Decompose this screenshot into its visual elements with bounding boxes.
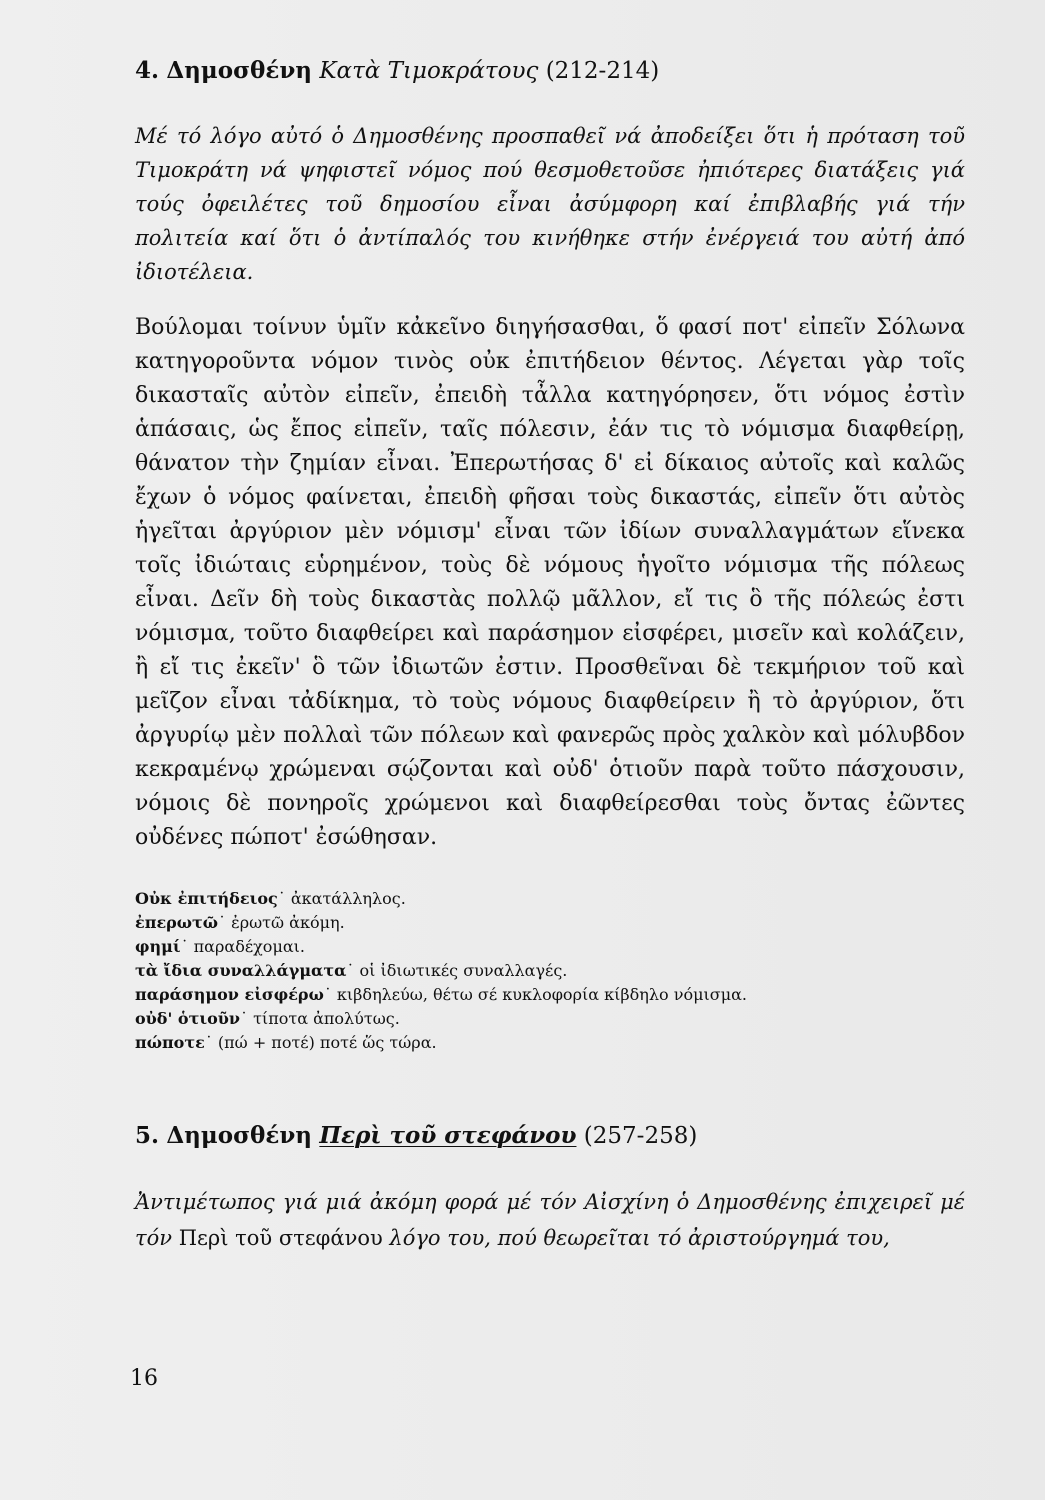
page-content	[135, 55, 965, 1256]
glossary-term: ἐπερωτῶ	[135, 913, 219, 932]
glossary-definition: ἀκατάλληλος.	[290, 889, 406, 908]
glossary-entry: οὐδ' ὁτιοῦν˙ τίποτα ἀπολύτως.	[135, 1009, 400, 1028]
glossary-entry: παράσημον εἰσφέρω˙ κιβδηλεύω, θέτω σέ κυκλοφορία κίβδηλο νόμισμα.	[135, 985, 747, 1004]
glossary-term: παράσημον εἰσφέρω	[135, 985, 324, 1004]
section-4-author: Δημοσθένη	[166, 57, 313, 84]
section-5-title: Περὶ τοῦ στεφάνου	[319, 1122, 577, 1149]
glossary-definition: ἐρωτῶ ἀκόμη.	[231, 913, 345, 932]
section-5-heading	[135, 1120, 965, 1152]
glossary-entry: πώποτε˙ (πώ + ποτέ) ποτέ ὥς τώρα.	[135, 1033, 437, 1052]
glossary-definition: τίποτα ἀπολύτως.	[253, 1009, 400, 1028]
glossary-entry: Οὐκ ἐπιτήδειος˙ ἀκατάλληλος.	[135, 889, 406, 908]
glossary-definition: κιβδηλεύω, θέτω σέ κυκλοφορία κίβδηλο νόμισμα.	[336, 985, 747, 1004]
section-5-range: (257-258)	[583, 1123, 698, 1149]
glossary-entry: φημί˙ παραδέχομαι.	[135, 937, 305, 956]
section-4-intro: Μέ τό λόγο αὐτό ὁ Δημοσθένης προσπαθεῖ νά ἀποδείξει ὅτι ἡ πρόταση τοῦ Τιμοκράτη νά ψηφιστεῖ νόμος πού θεσμοθετοῦσε ἠπιότερες διατάξεις γιά τούς ὀφειλέτες τοῦ δημοσίου εἶναι ἀσύμφορη καί ἐπιβλαβής γιά τήν πολιτεία καί ὅτι ὁ ἀντίπαλός του κινήθηκε στήν ἐνέργειά του αὐτή ἀπό ἰδιοτέλεια.	[135, 124, 965, 284]
glossary-term: φημί	[135, 937, 181, 956]
glossary-term: τὰ ἴδια συναλλάγματα	[135, 961, 347, 980]
glossary-term: Οὐκ ἐπιτήδειος	[135, 889, 278, 908]
glossary	[135, 887, 965, 1055]
page-number: 16	[130, 1366, 158, 1391]
section-5-intro-title: Περὶ τοῦ στεφάνου	[178, 1226, 383, 1250]
ancient-greek-passage: Βούλομαι τοίνυν ὑμῖν κἀκεῖνο διηγήσασθαι, ὅ φασί ποτ' εἰπεῖν Σόλωνα κατηγοροῦντα νόμον τινὸς οὐκ ἐπιτήδειον θέντος. Λέγεται γὰρ τοῖς δικασταῖς αὐτὸν εἰπεῖν, ἐπειδὴ τἆλλα κατηγόρησεν, ὅτι νόμος ἐστὶν ἁπάσαις, ὡς ἔπος εἰπεῖν, ταῖς πόλεσιν, ἐάν τις τὸ νόμισμα διαφθείρῃ, θάνατον τὴν ζημίαν εἶναι. Ἐπερωτήσας δ' εἰ δίκαιος αὐτοῖς καὶ καλῶς ἔχων ὁ νόμος φαίνεται, ἐπειδὴ φῆσαι τοὺς δικαστάς, εἰπεῖν ὅτι αὐτὸς ἡγεῖται ἀργύριον μὲν νόμισμ' εἶναι τῶν ἰδίων συναλλαγμάτων εἵνεκα τοῖς ἰδιώταις εὑρημένον, τοὺς δὲ νόμους ἡγοῖτο νόμισμα τῆς πόλεως εἶναι. Δεῖν δὴ τοὺς δικαστὰς πολλῷ μᾶλλον, εἴ τις ὃ τῆς πόλεώς ἐστι νόμισμα, τοῦτο διαφθείρει καὶ παράσημον εἰσφέρει, μισεῖν καὶ κολάζειν, ἢ εἴ τις ἐκεῖν' ὃ τῶν ἰδιωτῶν ἐστιν. Προσθεῖναι δὲ τεκμήριον τοῦ καὶ μεῖζον εἶναι τἀδίκημα, τὸ τοὺς νόμους διαφθείρειν ἢ τὸ ἀργύριον, ὅτι ἀργυρίῳ μὲν πολλαὶ τῶν πόλεων καὶ φανερῶς πρὸς χαλκὸν καὶ μόλυβδον κεκραμένῳ χρώμεναι σῴζονται καὶ οὐδ' ὁτιοῦν παρὰ τοῦτο πάσχουσιν, νόμοις δὲ πονηροῖς χρώμενοι καὶ διαφθείρεσθαι τοὺς ὄντας ἐῶντες οὐδένες πώποτ' ἐσώθησαν.	[135, 315, 965, 850]
section-5-author: Δημοσθένη	[166, 1122, 313, 1149]
section-4-title: Κατὰ Τιμοκράτους	[319, 58, 539, 84]
glossary-term: πώποτε	[135, 1033, 205, 1052]
glossary-definition: οἱ ἰδιωτικές συναλλαγές.	[359, 961, 568, 980]
section-4-number: 4.	[135, 57, 160, 84]
glossary-entry: τὰ ἴδια συναλλάγματα˙ οἱ ἰδιωτικές συναλλαγές.	[135, 961, 568, 980]
section-5-number: 5.	[135, 1122, 160, 1149]
glossary-definition: παραδέχομαι.	[193, 937, 305, 956]
glossary-term: οὐδ' ὁτιοῦν	[135, 1009, 240, 1028]
section-5-intro-part3: λόγο του, πού θεωρεῖται τό ἀριστούργημά του,	[382, 1226, 890, 1250]
section-5-intro-part1: Ἀντιμέτωπος γιά μιά ἀκόμη φορά μέ τόν Αἰσχίνη ὁ Δημοσθένης ἐπιχειρεῖ μέ τόν	[135, 1190, 965, 1250]
section-4-heading	[135, 55, 965, 87]
glossary-definition: (πώ + ποτέ) ποτέ ὥς τώρα.	[217, 1033, 437, 1052]
section-5-intro	[135, 1184, 965, 1256]
section-4-range: (212-214)	[545, 58, 660, 84]
glossary-entry: ἐπερωτῶ˙ ἐρωτῶ ἀκόμη.	[135, 913, 345, 932]
